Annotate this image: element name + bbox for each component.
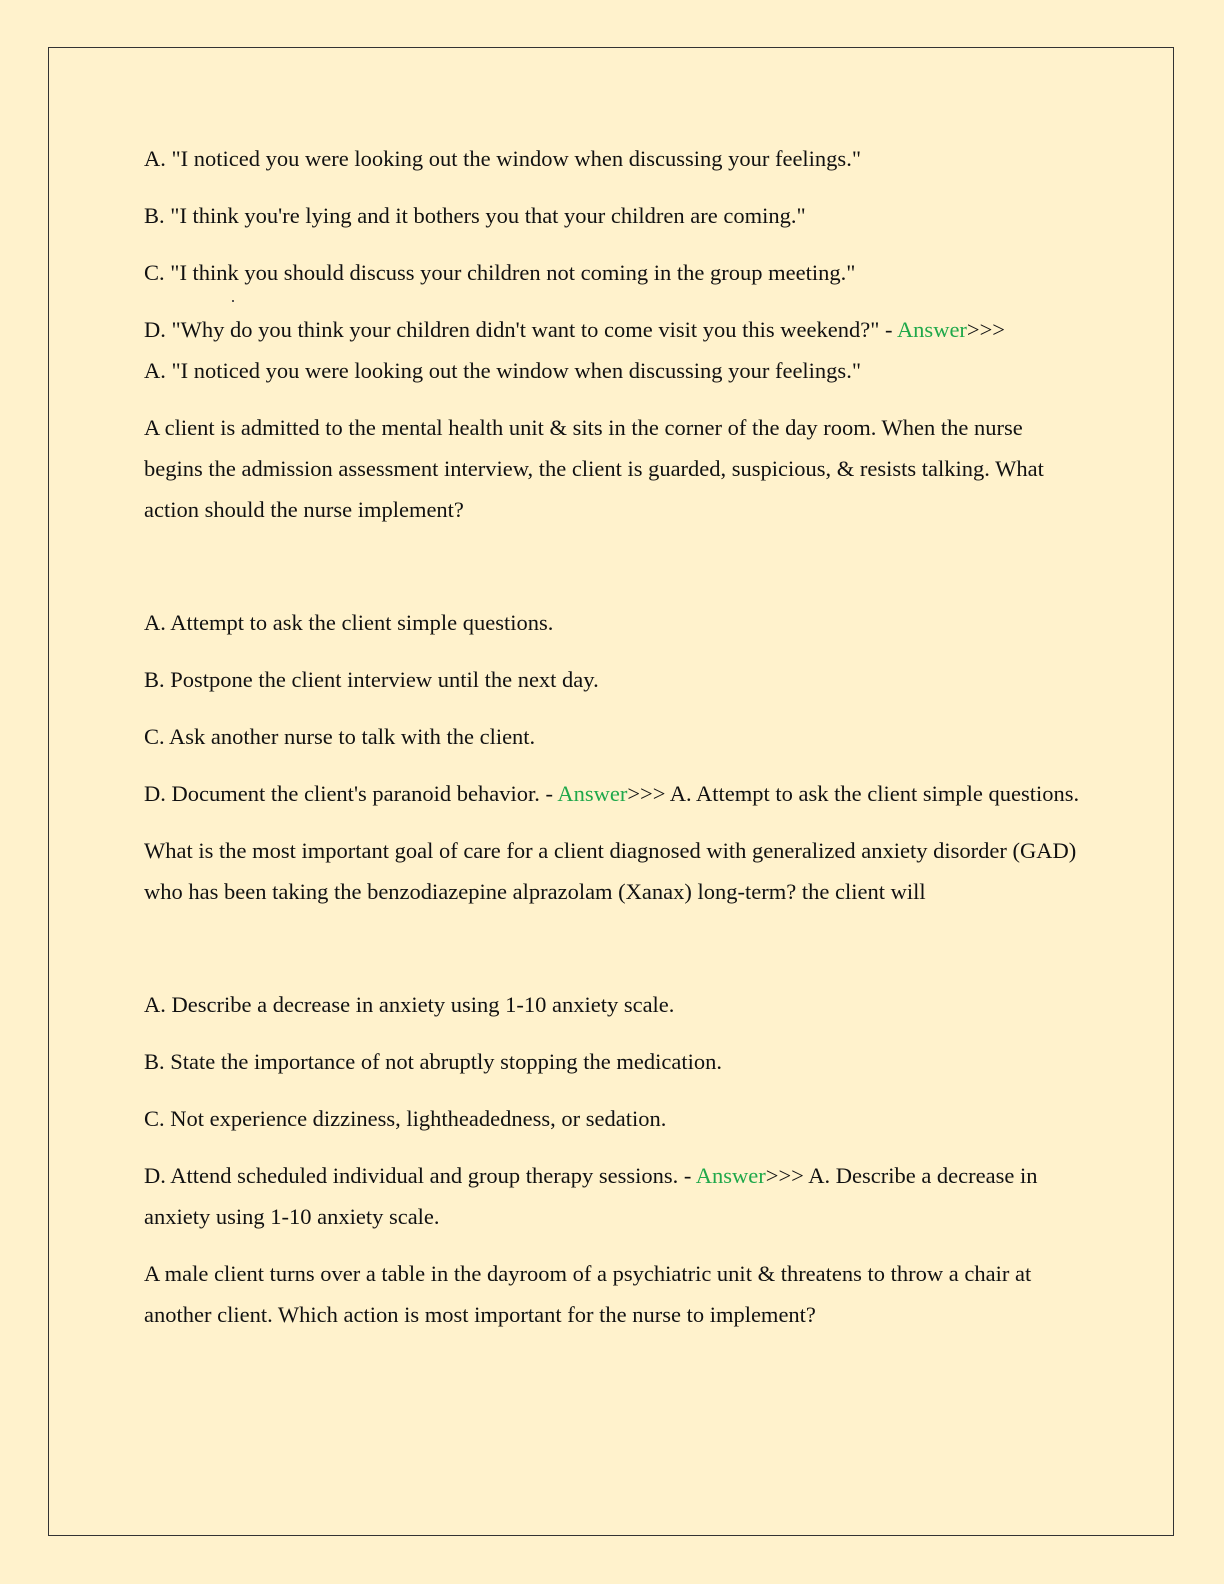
q3-question: What is the most important goal of care for a client diagnosed with generalized anxiety disorder (GAD) who has been taking the benzodiazepine alprazolam (Xanax) long-term? the client will bbox=[144, 838, 1077, 904]
q2-option-d-text: D. Document the client's paranoid behavior. - bbox=[144, 781, 558, 806]
q3-option-c: C. Not experience dizziness, lightheadedness, or sedation. bbox=[144, 1106, 667, 1131]
q1-answer-marker: >>> bbox=[966, 317, 1005, 342]
q2-question: A client is admitted to the mental health unit & sits in the corner of the day room. When the nurse begins the admission assessment interview, the client is guarded, suspicious, & resists talking. What action should the nurse implement? bbox=[144, 415, 1044, 522]
q2-option-c: C. Ask another nurse to talk with the client. bbox=[144, 724, 536, 749]
q1-option-a: A. "I noticed you were looking out the window when discussing your feelings." bbox=[144, 146, 862, 171]
q3-answer-text: >>> A. Describe a decrease in anxiety using 1-10 anxiety scale. bbox=[144, 1163, 1038, 1229]
q2-option-d bbox=[144, 773, 1084, 814]
q2-answer-text: >>> A. Attempt to ask the client simple questions. bbox=[627, 781, 1080, 806]
q3-option-d-text: D. Attend scheduled individual and group therapy sessions. - bbox=[144, 1163, 696, 1188]
q1-answer-text: A. "I noticed you were looking out the window when discussing your feelings." bbox=[144, 358, 862, 383]
q1-option-d-text: D. "Why do you think your children didn't want to come visit you this weekend?" - bbox=[144, 317, 897, 342]
q1-option-c: C. "I think you should discuss your children not coming in the group meeting." bbox=[144, 260, 856, 285]
q1-answer-label: Answer bbox=[896, 317, 967, 342]
q3-option-d bbox=[144, 1155, 1084, 1237]
document-body bbox=[144, 138, 1084, 1335]
q2-answer-label: Answer bbox=[557, 781, 628, 806]
q4-question: A male client turns over a table in the dayroom of a psychiatric unit & threatens to throw a chair at another client. Which action is most important for the nurse to implement? bbox=[144, 1261, 1032, 1327]
q3-answer-label: Answer bbox=[695, 1163, 766, 1188]
q2-option-b: B. Postpone the client interview until the next day. bbox=[144, 667, 599, 692]
q1-option-d bbox=[144, 309, 1084, 350]
q3-option-a: A. Describe a decrease in anxiety using 1-10 anxiety scale. bbox=[144, 992, 675, 1017]
q3-option-b: B. State the importance of not abruptly stopping the medication. bbox=[144, 1049, 723, 1074]
q2-option-a: A. Attempt to ask the client simple questions. bbox=[144, 610, 554, 635]
q1-option-b: B. "I think you're lying and it bothers you that your children are coming." bbox=[144, 203, 806, 228]
